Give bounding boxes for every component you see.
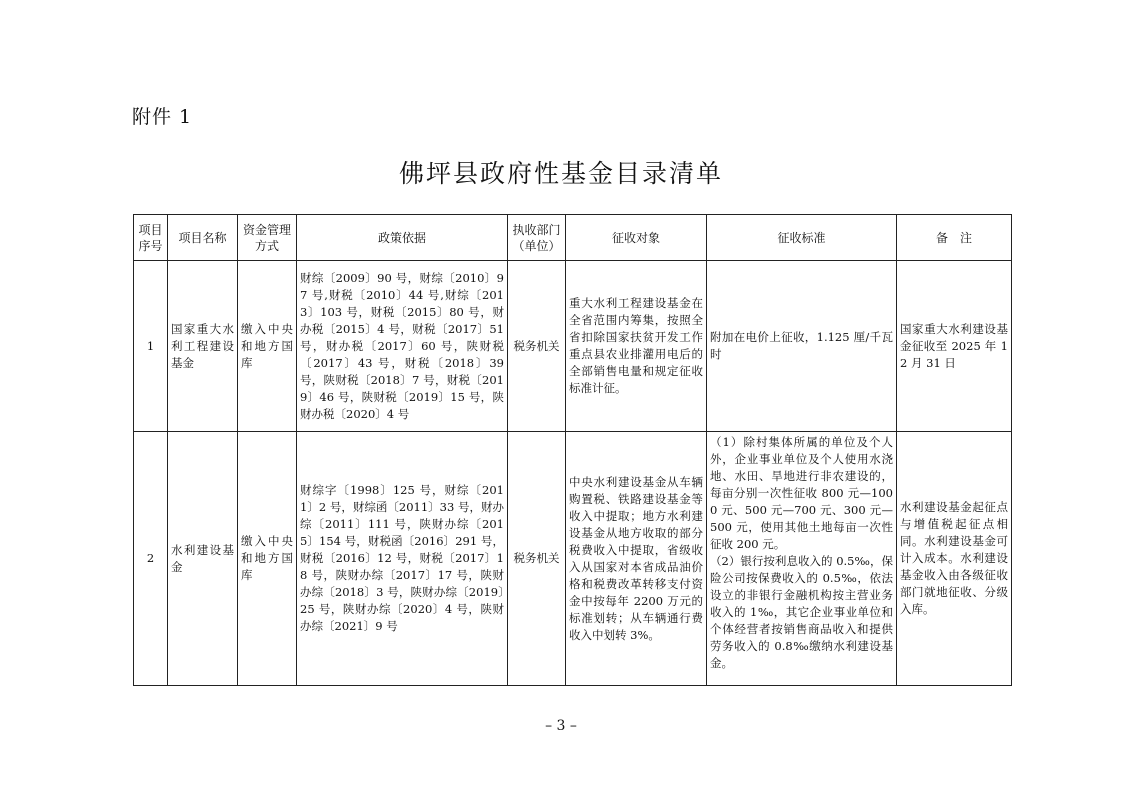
header-fund-mgmt: 资金管理方式 [238, 215, 297, 261]
row-remark: 水利建设基金起征点与增值税起征点相同。水利建设基金可计入成本。水利建设基金收入由各级征收部门就地征收、分级入库。 [897, 432, 1012, 686]
fund-table [133, 214, 1012, 686]
row-dept: 税务机关 [508, 261, 566, 432]
header-dept: 执收部门（单位） [508, 215, 566, 261]
row-no: 2 [134, 432, 168, 686]
header-policy: 政策依据 [297, 215, 508, 261]
table-header-row [134, 215, 1012, 261]
row-policy: 财综〔2009〕90 号，财综〔2010〕97 号,财税〔2010〕44 号,财综〔2013〕103 号，财税〔2015〕80 号，财办税〔2015〕4 号，财税〔2017〕51号，财办税〔2017〕60 号，陕财税〔2017〕43 号，财税〔2018〕39 号，陕财税〔2018〕7 号，财税〔2019〕46 号，陕财税〔2019〕15 号，陕财办税〔2020〕4 号 [297, 261, 508, 432]
header-name: 项目名称 [168, 215, 238, 261]
attachment-label: 附件 1 [132, 106, 193, 128]
header-no: 项目序号 [134, 215, 168, 261]
standard-paragraph-2: （2）银行按利息收入的 0.5‰，保险公司按保费收入的 0.5‰，依法设立的非银行金融机构按主营业务收入的 1‰，其它企业事业单位和个体经营者按销售商品收入和提供劳务收入的 0.8‰缴纳水利建设基金。 [710, 554, 893, 670]
header-standard: 征收标准 [707, 215, 897, 261]
table-row [134, 432, 1012, 686]
document-title: 佛坪县政府性基金目录清单 [398, 159, 723, 188]
table-row [134, 261, 1012, 432]
row-remark: 国家重大水利建设基金征收至 2025 年 12 月 31 日 [897, 261, 1012, 432]
header-remark: 备 注 [897, 215, 1012, 261]
row-standard [707, 432, 897, 686]
row-dept: 税务机关 [508, 432, 566, 686]
row-name: 国家重大水利工程建设基金 [168, 261, 238, 432]
row-name: 水利建设基金 [168, 432, 238, 686]
row-object: 中央水利建设基金从车辆购置税、铁路建设基金等收入中提取；地方水利建设基金从地方收取的部分税费收入中提取，省级收入从国家对本省成品油价格和税费改革转移支付资金中按每年 2200 万元的标准划转；从车辆通行费收入中划转 3%。 [566, 432, 707, 686]
page-number-footer: – 3 – [545, 718, 577, 734]
row-standard: 附加在电价上征收，1.125 厘/千瓦时 [707, 261, 897, 432]
page-number: 3 [556, 718, 566, 734]
row-policy: 财综字〔1998〕125 号，财综〔2011〕2 号，财综函〔2011〕33 号，财办综〔2011〕111 号，陕财办综〔2015〕154 号，财税函〔2016〕291 号，财税〔2016〕12 号，财税〔2017〕18 号，陕财办综〔2017〕17 号，陕财办综〔2018〕3 号，陕财办综〔2019〕25 号，陕财办综〔2020〕4 号，陕财办综〔2021〕9 号 [297, 432, 508, 686]
row-object: 重大水利工程建设基金在全省范围内筹集，按照全省扣除国家扶贫开发工作重点县农业排灌用电后的全部销售电量和规定征收标准计征。 [566, 261, 707, 432]
row-fund-mgmt: 缴入中央和地方国库 [238, 432, 297, 686]
row-fund-mgmt: 缴入中央和地方国库 [238, 261, 297, 432]
standard-paragraph-1: （1）除村集体所属的单位及个人外，企业事业单位及个人使用水浇地、水田、旱地进行非农建设的，每亩分别一次性征收 800 元—1000 元、500 元—700 元、300 元—500 元，使用其他土地每亩一次性征收 200 元。 [710, 435, 893, 551]
row-no: 1 [134, 261, 168, 432]
header-object: 征收对象 [566, 215, 707, 261]
